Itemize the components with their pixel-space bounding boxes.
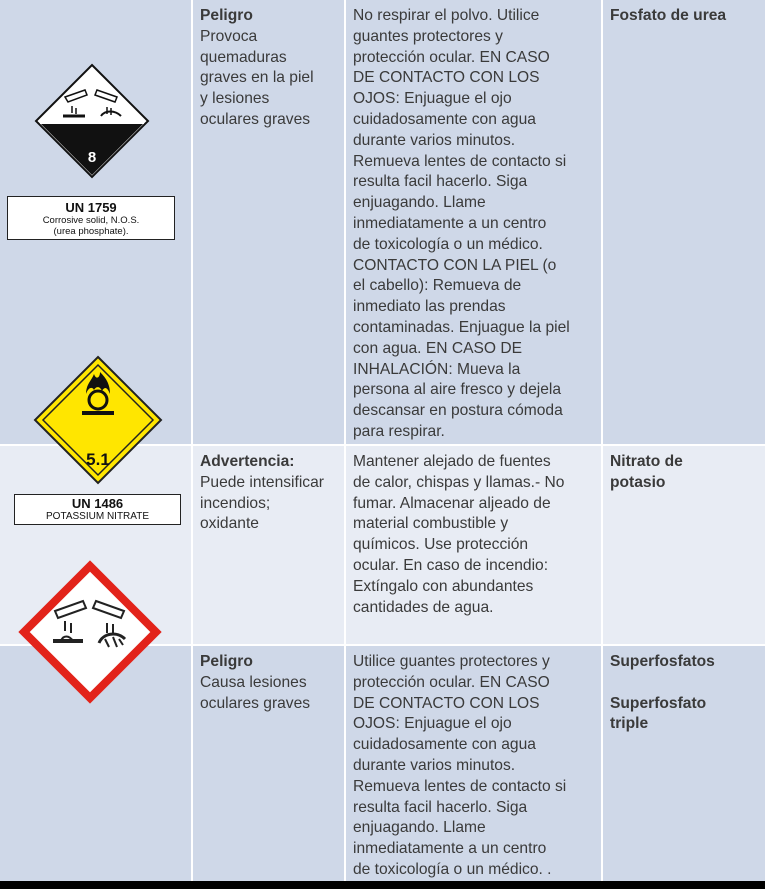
hazard-line: oxidante	[200, 515, 259, 533]
precaution-line: cantidades de agua.	[353, 598, 494, 616]
precaution-line: DE CONTACTO CON LOS	[353, 69, 540, 87]
precaution-line: Mantener alejado de fuentes	[353, 453, 551, 470]
precaution-line: inmediatamente a un centro	[353, 840, 547, 858]
row2-product-text	[603, 446, 765, 494]
corrosive-class-8-placard	[35, 64, 149, 178]
precaution-line: enjuagando. Llame	[353, 194, 486, 212]
precaution-line: Remueva lentes de contacto si	[353, 777, 567, 795]
precaution-line: No respirar el polvo. Utilice	[353, 7, 540, 24]
precaution-line: Extíngalo con abundantes	[353, 577, 534, 595]
un-label-1486	[14, 494, 181, 525]
precaution-line: durante varios minutos.	[353, 756, 516, 774]
row1-product-text	[603, 0, 765, 27]
hazard-line: oculares graves	[200, 110, 311, 128]
precaution-line: enjuagando. Llame	[353, 819, 486, 837]
precaution-line: de toxicología o un médico.	[353, 235, 543, 253]
precaution-line: OJOS: Enjuague el ojo	[353, 715, 512, 733]
row2-hazard-text	[193, 446, 344, 535]
hazard-line: graves en la piel	[200, 69, 314, 87]
hazard-line: quemaduras	[200, 48, 287, 66]
precaution-line: guantes protectores y	[353, 27, 503, 45]
row1-precaution-text	[346, 0, 601, 443]
un-description: (urea phosphate).	[53, 226, 129, 237]
signal-word: Peligro	[200, 7, 253, 24]
signal-word: Peligro	[200, 653, 253, 670]
product-name: potasio	[610, 473, 666, 491]
precaution-line: de calor, chispas y llamas.- No	[353, 473, 565, 491]
hazard-line: Causa lesiones	[200, 673, 307, 691]
precaution-line: Remueva lentes de contacto si	[353, 152, 567, 170]
hazard-line: oculares graves	[200, 694, 311, 712]
precaution-line: OJOS: Enjuague el ojo	[353, 90, 512, 108]
spacer	[610, 673, 758, 694]
un-code: UN 1486	[71, 496, 124, 511]
precaution-line: CONTACTO CON LA PIEL (o	[353, 256, 557, 274]
precaution-line: cuidadosamente con agua	[353, 736, 536, 754]
row3-hazard-text	[193, 646, 344, 714]
signal-word: Advertencia:	[200, 453, 295, 470]
hazard-line: Provoca	[200, 27, 258, 45]
precaution-line: cuidadosamente con agua	[353, 110, 536, 128]
row1-product-cell	[603, 0, 765, 444]
precaution-line: material combustible y	[353, 515, 509, 533]
product-name: Nitrato de	[610, 453, 683, 470]
un-label-1759	[7, 196, 175, 240]
precaution-line: inmediatamente a un centro	[353, 214, 547, 232]
row3-precaution-text	[346, 646, 601, 881]
un-code: UN 1759	[65, 200, 117, 215]
product-name: Fosfato de urea	[610, 7, 727, 24]
product-name: Superfosfatos	[610, 653, 715, 670]
precaution-line: de toxicología o un médico. .	[353, 860, 552, 878]
precaution-line: inmediato las prendas	[353, 298, 506, 316]
precaution-line: con agua. EN CASO DE	[353, 339, 523, 357]
precaution-line: fumar. Almacenar aljeado de	[353, 494, 551, 512]
un-description: POTASSIUM NITRATE	[46, 511, 149, 522]
row2-precaution-text	[346, 446, 601, 618]
product-name: Superfosfato	[610, 694, 707, 712]
precaution-line: resulta facil hacerlo. Siga	[353, 798, 528, 816]
precaution-line: persona al aire fresco y dejela	[353, 381, 562, 399]
product-name: triple	[610, 715, 649, 733]
precaution-line: INHALACIÓN: Mueva la	[353, 360, 521, 378]
precaution-line: durante varios minutos.	[353, 131, 516, 149]
precaution-line: ocular. En caso de incendio:	[353, 556, 549, 574]
class-number: 5.1	[86, 450, 110, 469]
hazard-line: y lesiones	[200, 90, 270, 108]
precaution-line: para respirar.	[353, 422, 445, 440]
hazard-line: Puede intensificar	[200, 473, 324, 491]
precaution-line: el cabello): Remueva de	[353, 277, 522, 295]
precaution-line: Utilice guantes protectores y	[353, 653, 550, 670]
hazard-line: incendios;	[200, 494, 271, 512]
row3-product-text	[603, 646, 765, 735]
oxidizer-class-5-1-placard	[34, 356, 162, 484]
class-number: 8	[87, 149, 97, 166]
row1-hazard-text	[193, 0, 344, 131]
un-description: Corrosive solid, N.O.S.	[42, 215, 140, 226]
precaution-line: protección ocular. EN CASO	[353, 673, 550, 691]
precaution-line: protección ocular. EN CASO	[353, 48, 550, 66]
precaution-line: DE CONTACTO CON LOS	[353, 694, 540, 712]
precaution-line: resulta facil hacerlo. Siga	[353, 173, 528, 191]
ghs-corrosion-pictogram	[21, 563, 159, 701]
precaution-line: químicos. Use protección	[353, 536, 529, 554]
precaution-line: descansar en postura cómoda	[353, 402, 563, 420]
precaution-line: contaminadas. Enjuague la piel	[353, 318, 570, 336]
